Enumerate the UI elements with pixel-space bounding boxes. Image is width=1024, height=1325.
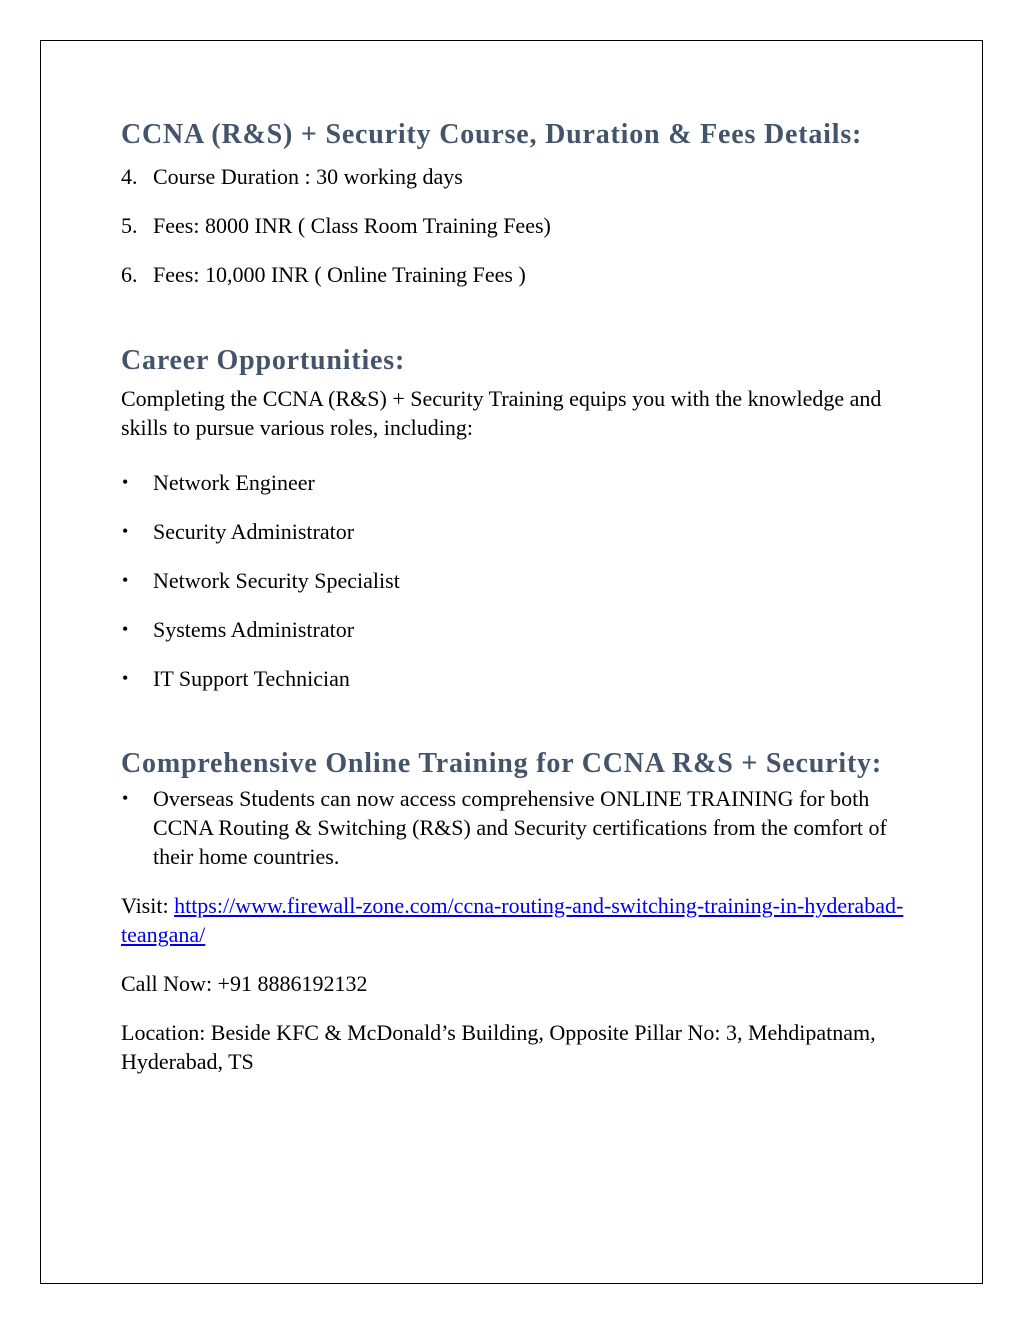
list-number: 5. <box>121 213 138 238</box>
role-label: Systems Administrator <box>153 617 355 642</box>
list-item <box>121 162 921 191</box>
page-content <box>121 118 921 1076</box>
list-number: 4. <box>121 164 138 189</box>
visit-line <box>121 891 921 949</box>
list-item <box>121 615 921 644</box>
bullet-icon: • <box>122 472 129 492</box>
list-item <box>121 468 921 497</box>
list-item-text: Course Duration : 30 working days <box>153 164 463 189</box>
online-training-text: Overseas Students can now access comprehensive ONLINE TRAINING for both CCNA Routing & Switching (R&S) and Security certifications from the comfort of their home countries. <box>153 786 887 869</box>
bullet-icon: • <box>122 619 129 639</box>
online-training-heading: Comprehensive Online Training for CCNA R&S + Security: <box>121 748 882 779</box>
list-item-text: Fees: 8000 INR ( Class Room Training Fees) <box>153 213 551 238</box>
career-heading: Career Opportunities: <box>121 345 406 376</box>
list-item-text: Fees: 10,000 INR ( Online Training Fees ) <box>153 262 526 287</box>
list-item <box>121 784 921 871</box>
list-item <box>121 260 921 289</box>
bullet-icon: • <box>122 570 129 590</box>
online-training-list <box>121 784 921 871</box>
list-item <box>121 566 921 595</box>
website-link[interactable]: https://www.firewall-zone.com/ccna-routing-and-switching-training-in-hyderabad-teangana/ <box>121 893 904 947</box>
bullet-icon: • <box>122 668 129 688</box>
role-label: Network Engineer <box>153 470 315 495</box>
bullet-icon: • <box>122 521 129 541</box>
role-label: Security Administrator <box>153 519 355 544</box>
list-item <box>121 517 921 546</box>
course-details-heading: CCNA (R&S) + Security Course, Duration & Fees Details: <box>121 119 863 150</box>
location-line: Location: Beside KFC & McDonald’s Building, Opposite Pillar No: 3, Mehdipatnam, Hyderabad, TS <box>121 1020 876 1074</box>
visit-label: Visit: <box>121 893 175 918</box>
role-label: Network Security Specialist <box>153 568 400 593</box>
role-label: IT Support Technician <box>153 666 350 691</box>
list-item <box>121 664 921 693</box>
list-item <box>121 211 921 240</box>
list-number: 6. <box>121 262 138 287</box>
bullet-icon: • <box>122 788 129 808</box>
career-intro: Completing the CCNA (R&S) + Security Training equips you with the knowledge and skills to pursue various roles, including: <box>121 386 882 440</box>
course-details-list <box>121 162 921 289</box>
call-line: Call Now: +91 8886192132 <box>121 971 368 996</box>
career-roles-list <box>121 468 921 693</box>
